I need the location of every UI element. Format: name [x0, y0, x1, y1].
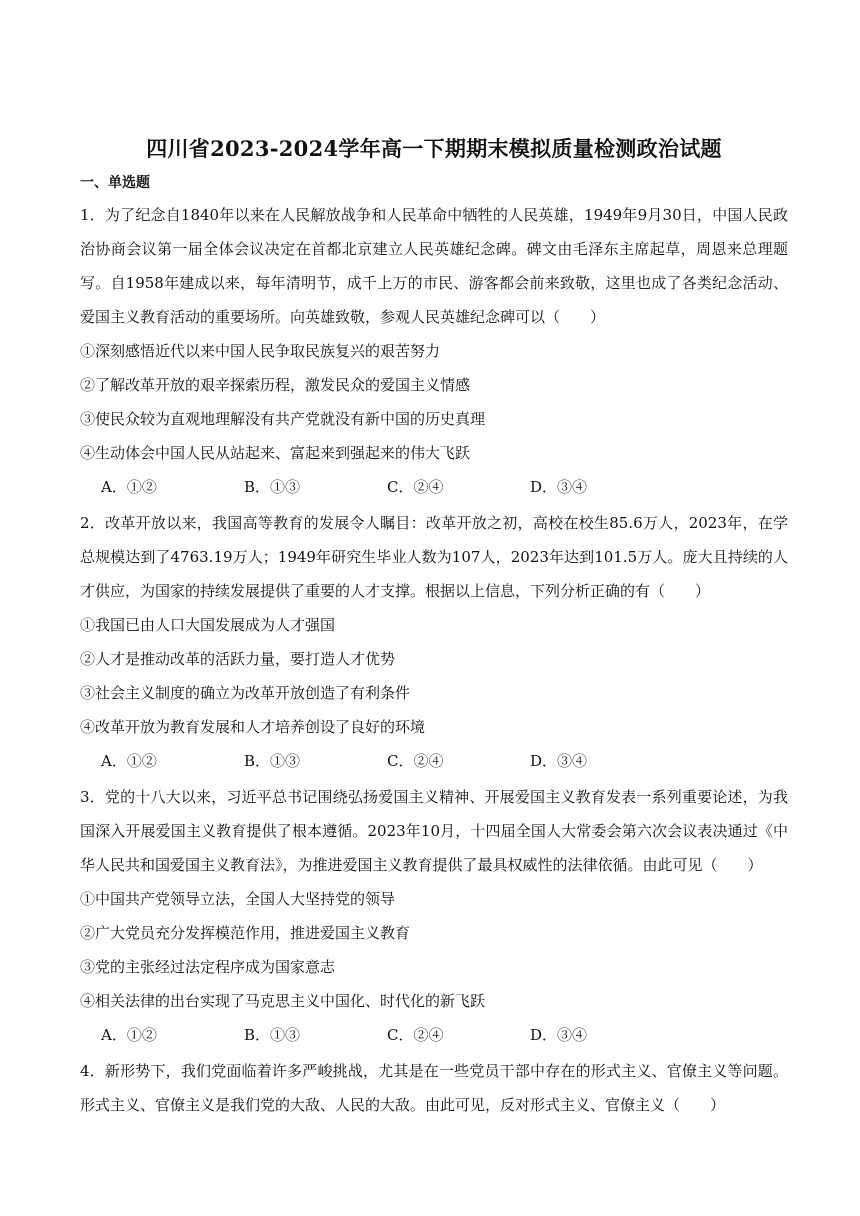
question-stem: 4．新形势下，我们党面临着许多严峻挑战，尤其是在一些党员干部中存在的形式主义、官僚主义等问题。形式主义、官僚主义是我们党的大敌、人民的大敌。由此可见，反对形式主义、官僚主义（ ）	[80, 1062, 788, 1114]
question-stem: 1．为了纪念自1840年以来在人民解放战争和人民革命中牺牲的人民英雄，1949年9月30日，中国人民政治协商会议第一届全体会议决定在首都北京建立人民英雄纪念碑。碑文由毛泽东主席起草，周恩来总理题写。自1958年建成以来，每年清明节，成千上万的市民、游客都会前来致敬，这里也成了各类纪念活动、爱国主义教育活动的重要场所。向英雄致敬，参观人民英雄纪念碑可以（ ）	[80, 206, 788, 326]
statement-option: ③社会主义制度的确立为改革开放创造了有利条件	[80, 684, 411, 702]
exam-title: 四川省2023-2024学年高一下期期末模拟质量检测政治试题	[146, 136, 722, 161]
statement-option: ①中国共产党领导立法，全国人大坚持党的领导	[80, 890, 396, 908]
section-heading: 一、单选题	[80, 175, 150, 191]
answer-choices	[80, 470, 788, 504]
question-stem: 2．改革开放以来，我国高等教育的发展令人瞩目：改革开放之初，高校在校生85.6万人，2023年，在学总规模达到了4763.19万人；1949年研究生毕业人数为107人，2023年达到101.5万人。庞大且持续的人才供应，为国家的持续发展提供了重要的人才支撑。根据以上信息，下列分析正确的有（ ）	[80, 514, 788, 600]
question-stem: 3．党的十八大以来，习近平总书记围绕弘扬爱国主义精神、开展爱国主义教育发表一系列重要论述，为我国深入开展爱国主义教育提供了根本遵循。2023年10月，十四届全国人大常委会第六次会议表决通过《中华人民共和国爱国主义教育法》，为推进爱国主义教育提供了最具权威性的法律依循。由此可见（ ）	[80, 788, 788, 874]
question-3	[80, 780, 788, 1052]
choice-c[interactable]: C．②④	[387, 752, 444, 770]
statement-option: ④生动体会中国人民从站起来、富起来到强起来的伟大飞跃	[80, 444, 471, 462]
question-1	[80, 198, 788, 504]
choice-a[interactable]: A．①②	[101, 478, 157, 496]
choice-d[interactable]: D．③④	[530, 1026, 588, 1044]
statement-option: ④相关法律的出台实现了马克思主义中国化、时代化的新飞跃	[80, 992, 486, 1010]
choice-b[interactable]: B．①③	[244, 752, 301, 770]
statement-option: ②人才是推动改革的活跃力量，要打造人才优势	[80, 650, 396, 668]
choice-b[interactable]: B．①③	[244, 478, 301, 496]
statement-option: ④改革开放为教育发展和人才培养创设了良好的环境	[80, 718, 426, 736]
choice-a[interactable]: A．①②	[101, 1026, 157, 1044]
statement-option: ①深刻感悟近代以来中国人民争取民族复兴的艰苦努力	[80, 342, 441, 360]
statement-option: ③党的主张经过法定程序成为国家意志	[80, 958, 336, 976]
answer-choices	[80, 1018, 788, 1052]
choice-a[interactable]: A．①②	[101, 752, 157, 770]
question-2	[80, 506, 788, 778]
question-4	[80, 1054, 788, 1122]
choice-b[interactable]: B．①③	[244, 1026, 301, 1044]
choice-c[interactable]: C．②④	[387, 478, 444, 496]
statement-option: ③使民众较为直观地理解没有共产党就没有新中国的历史真理	[80, 410, 486, 428]
answer-choices	[80, 744, 788, 778]
choice-d[interactable]: D．③④	[530, 752, 588, 770]
statement-option: ②广大党员充分发挥模范作用，推进爱国主义教育	[80, 924, 411, 942]
statement-option: ①我国已由人口大国发展成为人才强国	[80, 616, 336, 634]
statement-option: ②了解改革开放的艰辛探索历程，激发民众的爱国主义情感	[80, 376, 471, 394]
choice-d[interactable]: D．③④	[530, 478, 588, 496]
choice-c[interactable]: C．②④	[387, 1026, 444, 1044]
